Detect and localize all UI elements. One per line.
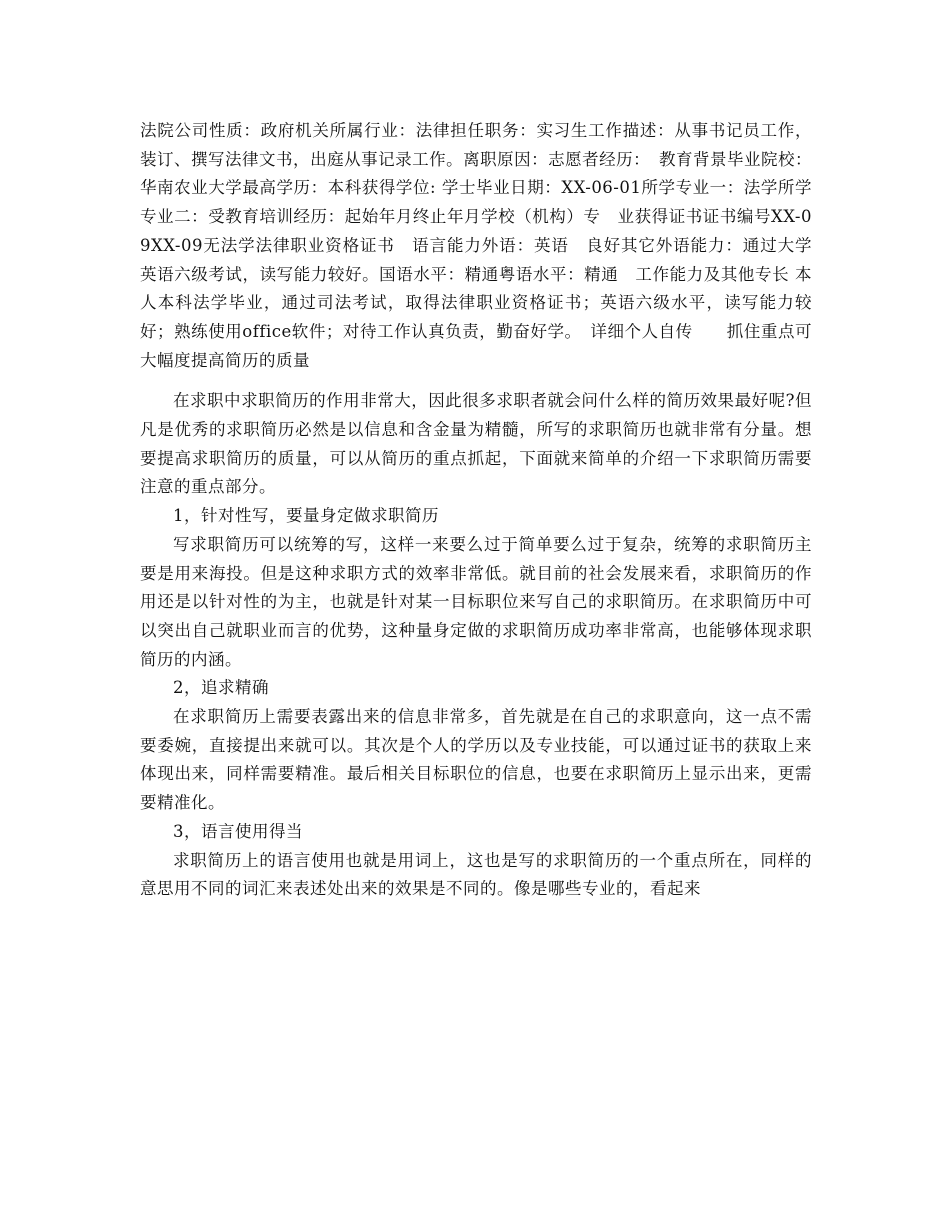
intro-paragraph: 在求职中求职简历的作用非常大，因此很多求职者就会问什么样的简历效果最好呢?但凡是优秀的求职简历必然是以信息和含金量为精髓，所写的求职简历也就非常有分量。想要提高求职简历的质量，可以从简历的重点抓起，下面就来简单的介绍一下求职简历需要注意的重点部分。 (140, 391, 812, 497)
section-paragraph-2: 在求职简历上需要表露出来的信息非常多，首先就是在自己的求职意向，这一点不需要委婉，直接提出来就可以。其次是个人的学历以及专业技能，可以通过证书的获取上来体现出来，同样需要精准。最后相关目标职位的信息，也要在求职简历上显示出来，更需要精准化。 (140, 707, 812, 813)
section-heading-3: 3，语言使用得当 (173, 821, 303, 841)
section-paragraph-3: 求职简历上的语言使用也就是用词上，这也是写的求职简历的一个重点所在，同样的意思用不同的词汇来表述处出来的效果是不同的。像是哪些专业的，看起来 (140, 850, 812, 899)
resume-details-text: 法院公司性质：政府机关所属行业：法律担任职务：实习生工作描述：从事书记员工作，装订、撰写法律文书，出庭从事记录工作。离职原因：志愿者经历： 教育背景毕业院校：华南农业大学最高学历：本科获得学位: 学士毕业日期：XX-06-01所学专业一：法学所学专业二：受教育培训经历：起始年月终止年月学校（机构）专 业获得证书证书编号XX-09XX-09无法学法律职业资格证书 语言能力外语：英语 良好其它外语能力：通过大学英语六级考试，读写能力较好。国语水平：精通粤语水平：精通 工作能力及其他专长 本人本科法学毕业，通过司法考试，取得法律职业资格证书；英语六级水平，读写能力较好；熟练使用office软件；对待工作认真负责，勤奋好学。 详细个人自传 抓住重点可大幅度提高简历的质量 (140, 121, 812, 370)
document-body (140, 117, 812, 904)
section-heading-1: 1，针对性写，要量身定做求职简历 (173, 506, 439, 526)
section-paragraph-1: 写求职简历可以统筹的写，这样一来要么过于简单要么过于复杂，统筹的求职简历主要是用来海投。但是这种求职方式的效率非常低。就目前的社会发展来看，求职简历的作用还是以针对性的为主，也就是针对某一目标职位来写自己的求职简历。在求职简历中可以突出自己就职业而言的优势，这种量身定做的求职简历成功率非常高，也能够体现求职简历的内涵。 (140, 534, 812, 669)
section-heading-2: 2，追求精确 (173, 678, 269, 698)
